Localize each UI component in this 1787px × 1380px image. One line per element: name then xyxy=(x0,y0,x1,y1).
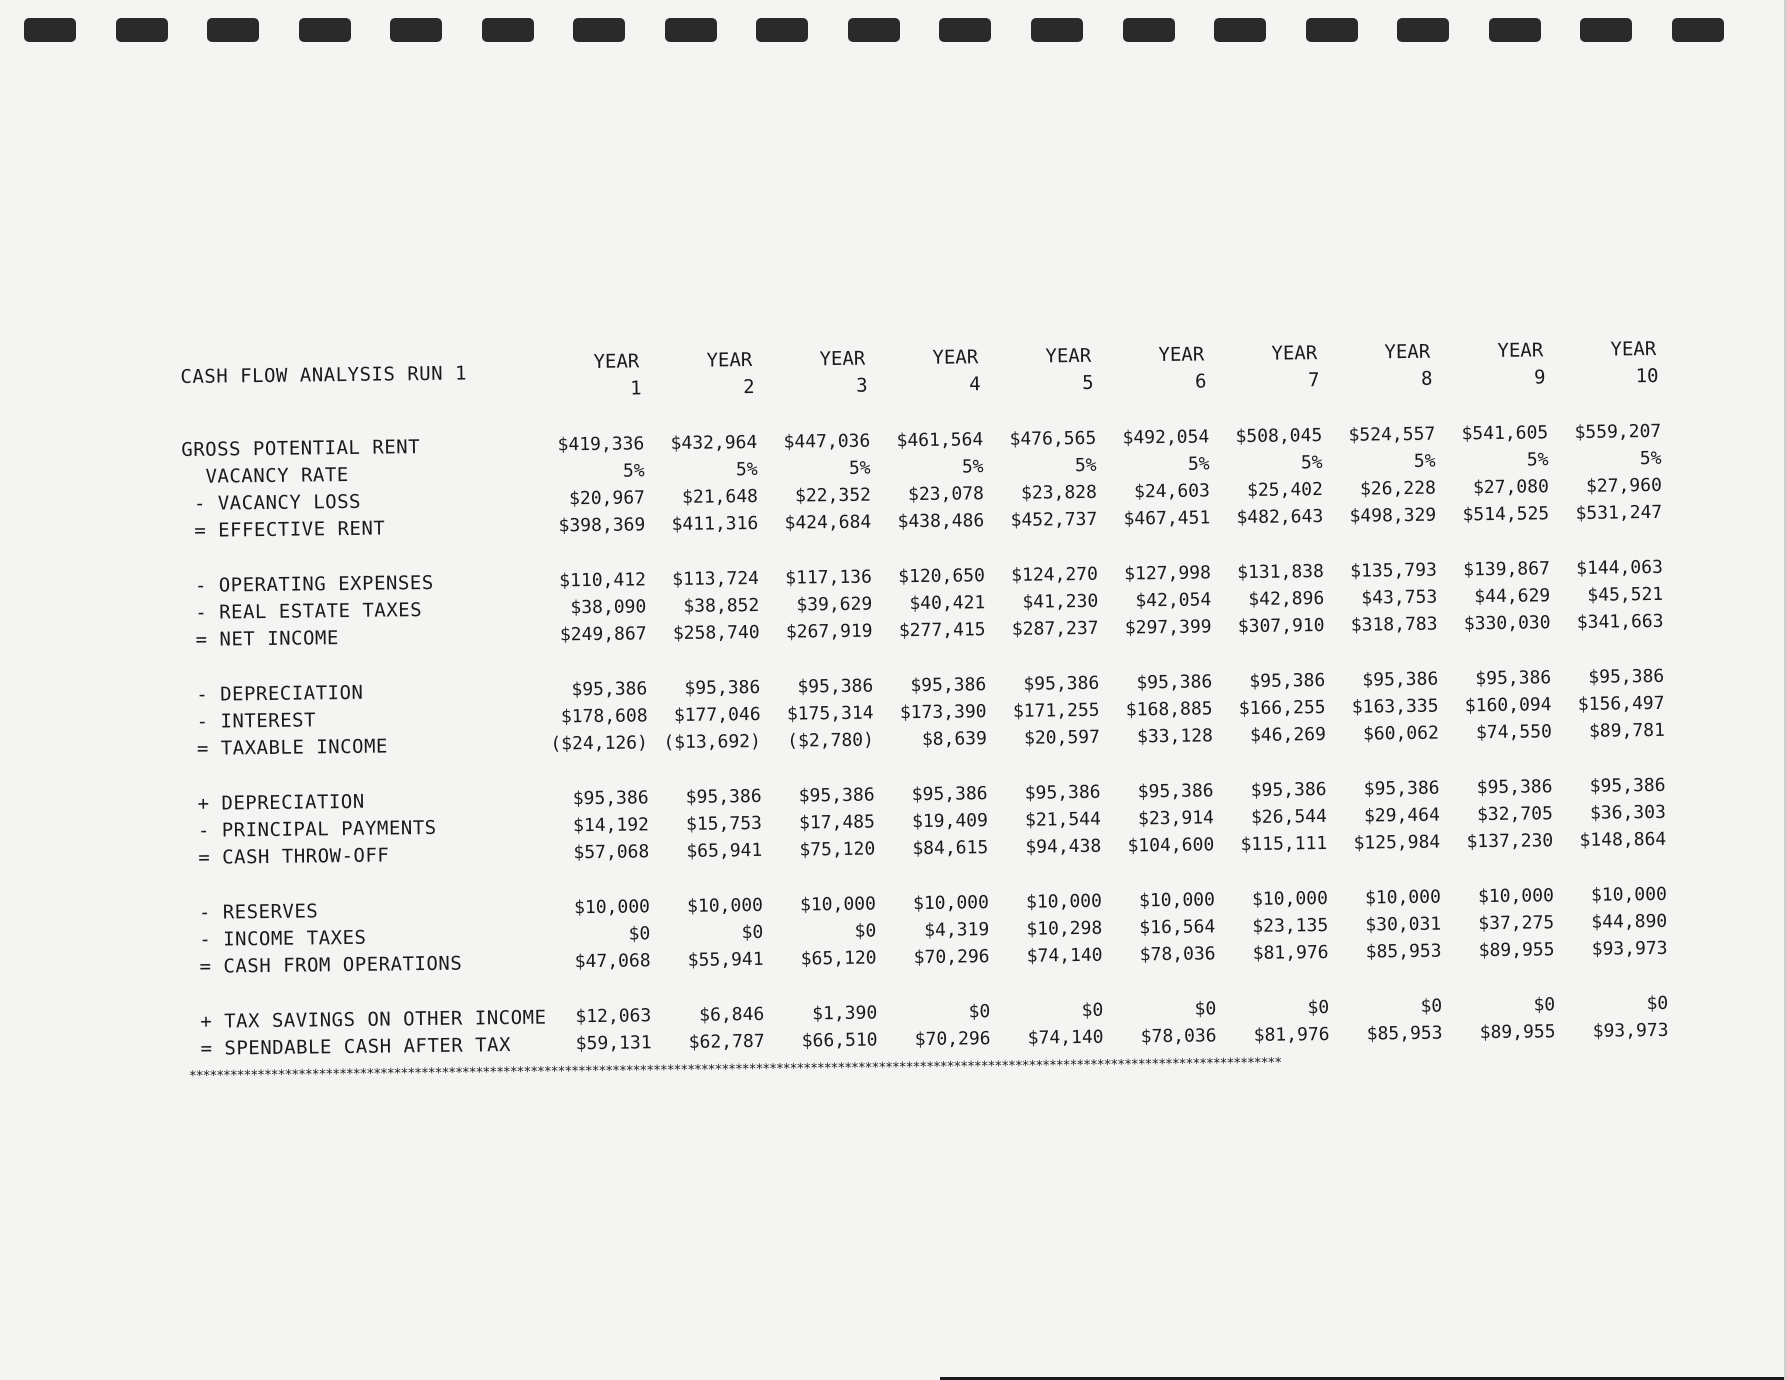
value-cell: $297,399 xyxy=(1124,616,1212,639)
value-cell: $95,386 xyxy=(572,787,649,810)
feed-hole xyxy=(1031,18,1083,42)
value-cell: $398,369 xyxy=(558,514,646,537)
value-cell: $482,643 xyxy=(1236,506,1324,529)
value-cell: $104,600 xyxy=(1127,834,1215,857)
value-cell: $22,352 xyxy=(794,484,872,507)
row-label: - VACANCY LOSS xyxy=(181,490,362,515)
value-cell: $10,298 xyxy=(1026,917,1103,940)
value-cell: $0 xyxy=(1307,997,1330,1019)
value-cell: $508,045 xyxy=(1235,425,1323,448)
feed-hole xyxy=(1672,18,1724,42)
value-cell: $113,724 xyxy=(672,567,760,591)
row-label: - REAL ESTATE TAXES xyxy=(183,598,423,624)
year-word: YEAR xyxy=(932,346,979,369)
value-cell: $85,953 xyxy=(1366,1022,1443,1045)
value-cell: $492,054 xyxy=(1122,426,1210,449)
value-cell: $0 xyxy=(1533,994,1556,1016)
value-cell: 5% xyxy=(1074,454,1097,477)
year-header xyxy=(643,347,757,402)
feed-hole xyxy=(1123,18,1175,42)
value-cell: $95,386 xyxy=(1362,668,1439,691)
table-body xyxy=(181,418,1669,1062)
row-group xyxy=(181,418,1662,544)
year-word: YEAR xyxy=(1384,340,1431,364)
year-header xyxy=(1208,340,1322,395)
value-cell: $26,228 xyxy=(1359,477,1437,500)
value-cell: $419,336 xyxy=(557,433,645,456)
value-cell: $0 xyxy=(1194,998,1217,1020)
year-number: 3 xyxy=(855,374,868,397)
value-cell: $177,046 xyxy=(673,703,761,726)
year-number: 4 xyxy=(968,373,981,396)
header-row xyxy=(180,324,1661,408)
value-cell: $0 xyxy=(1081,999,1104,1022)
value-cell: $95,386 xyxy=(1023,672,1100,695)
value-cell: $46,269 xyxy=(1249,724,1327,746)
value-cell: $20,597 xyxy=(1023,726,1101,749)
year-header xyxy=(530,348,644,403)
value-cell: $10,000 xyxy=(1590,883,1667,906)
value-cell: $137,230 xyxy=(1466,830,1554,853)
value-cell: $95,386 xyxy=(1137,780,1214,803)
value-cell: $330,030 xyxy=(1463,612,1551,635)
feed-hole xyxy=(390,18,442,42)
feed-hole xyxy=(299,18,351,42)
value-cell: $171,255 xyxy=(1012,699,1100,722)
value-cell: $249,867 xyxy=(559,623,647,646)
value-cell: $8,639 xyxy=(921,728,988,750)
row-label: = CASH FROM OPERATIONS xyxy=(187,952,463,978)
row-group xyxy=(183,554,1664,653)
value-cell: $144,063 xyxy=(1576,556,1663,579)
value-cell: $156,497 xyxy=(1577,692,1665,715)
year-word: YEAR xyxy=(1497,339,1544,362)
value-cell: $178,608 xyxy=(560,705,648,728)
value-cell: $10,000 xyxy=(1251,888,1329,910)
feed-hole xyxy=(1489,18,1541,42)
value-cell: $26,544 xyxy=(1250,806,1328,828)
value-cell: $15,753 xyxy=(685,812,763,835)
cash-flow-table xyxy=(180,324,1669,1084)
value-cell: $16,564 xyxy=(1139,916,1216,939)
value-cell: $173,390 xyxy=(899,701,987,724)
value-cell: $23,828 xyxy=(1020,481,1098,504)
value-cell: $43,753 xyxy=(1361,586,1438,609)
value-cell: $258,740 xyxy=(672,621,760,644)
value-cell: $23,914 xyxy=(1137,807,1215,830)
value-cell: $21,648 xyxy=(681,485,759,508)
value-cell: 5% xyxy=(848,457,871,479)
value-cell: $40,421 xyxy=(909,592,986,615)
value-cell: $341,663 xyxy=(1576,610,1664,633)
year-word: YEAR xyxy=(1610,337,1657,361)
year-header xyxy=(982,343,1096,398)
feed-hole xyxy=(1306,18,1358,42)
asterisk-rule: **************************************************************************************************************************************************************** xyxy=(188,1055,1282,1084)
year-word: YEAR xyxy=(1045,344,1092,368)
year-header xyxy=(1095,341,1209,396)
value-cell: $74,550 xyxy=(1475,721,1552,744)
value-cell: 5% xyxy=(622,460,645,482)
feed-hole xyxy=(1397,18,1449,42)
feed-hole xyxy=(482,18,534,42)
value-cell: $12,063 xyxy=(575,1005,652,1028)
value-cell: $531,247 xyxy=(1575,501,1663,524)
value-cell: $45,521 xyxy=(1587,583,1664,606)
row-label: - OPERATING EXPENSES xyxy=(182,571,434,597)
value-cell: $0 xyxy=(1646,992,1669,1015)
value-cell: $60,062 xyxy=(1362,722,1440,745)
value-cell: $168,885 xyxy=(1125,698,1213,721)
value-cell: $95,386 xyxy=(911,783,988,806)
value-cell: $41,230 xyxy=(1022,590,1099,613)
row-label: + DEPRECIATION xyxy=(185,790,365,815)
row-label: - INCOME TAXES xyxy=(187,926,367,951)
value-cell: $10,000 xyxy=(1025,890,1103,913)
value-cell: $37,275 xyxy=(1478,912,1555,935)
row-group xyxy=(187,881,1668,980)
value-cell: $29,464 xyxy=(1363,804,1441,827)
year-number: 10 xyxy=(1635,364,1659,388)
year-number: 2 xyxy=(743,375,755,399)
value-cell: $95,386 xyxy=(1589,774,1666,797)
value-cell: $95,386 xyxy=(1136,671,1213,694)
year-word: YEAR xyxy=(1271,342,1318,365)
value-cell: $85,953 xyxy=(1365,940,1442,963)
value-cell: $541,605 xyxy=(1461,422,1549,445)
value-cell: ($13,692) xyxy=(663,730,762,754)
value-cell: $125,984 xyxy=(1353,831,1441,854)
value-cell: $59,131 xyxy=(575,1032,652,1055)
year-number: 5 xyxy=(1081,371,1094,394)
value-cell: $95,386 xyxy=(797,675,874,698)
value-cell: $19,409 xyxy=(911,810,989,833)
feed-hole xyxy=(1580,18,1632,42)
value-cell: $6,846 xyxy=(699,1003,765,1026)
value-cell: 5% xyxy=(1526,449,1549,471)
row-label: - INTEREST xyxy=(184,708,317,733)
row-label: = EFFECTIVE RENT xyxy=(182,517,386,542)
value-cell: $175,314 xyxy=(786,702,874,725)
value-cell: $148,864 xyxy=(1579,828,1667,851)
value-cell: $476,565 xyxy=(1009,427,1097,450)
value-cell: $131,838 xyxy=(1237,561,1325,584)
feed-hole xyxy=(665,18,717,42)
feed-hole xyxy=(573,18,625,42)
year-word: YEAR xyxy=(1158,343,1205,367)
value-cell: $10,000 xyxy=(912,892,990,915)
value-cell: 5% xyxy=(1300,452,1323,474)
value-cell: $277,415 xyxy=(898,619,986,642)
value-cell: $166,255 xyxy=(1238,697,1326,720)
value-cell: $461,564 xyxy=(896,429,984,452)
value-cell: $115,111 xyxy=(1240,833,1328,856)
value-cell: $524,557 xyxy=(1348,423,1436,446)
value-cell: $287,237 xyxy=(1011,617,1099,640)
value-cell: $27,080 xyxy=(1472,476,1549,499)
value-cell: $27,960 xyxy=(1585,474,1662,497)
value-cell: $307,910 xyxy=(1237,615,1325,638)
feed-hole xyxy=(116,18,168,42)
value-cell: $514,525 xyxy=(1462,503,1550,526)
value-cell: $78,036 xyxy=(1140,1025,1217,1048)
value-cell: $0 xyxy=(1420,995,1443,1017)
feed-hole xyxy=(24,18,76,42)
value-cell: $10,000 xyxy=(1477,885,1554,908)
value-cell: ($2,780) xyxy=(787,729,875,752)
value-cell: 5% xyxy=(1413,450,1436,472)
value-cell: $10,000 xyxy=(686,894,764,917)
value-cell: ($24,126) xyxy=(550,732,649,755)
value-cell: $432,964 xyxy=(670,431,758,455)
value-cell: $55,941 xyxy=(687,948,764,971)
row-label: = TAXABLE INCOME xyxy=(184,734,389,760)
year-number: 9 xyxy=(1533,366,1546,389)
value-cell: $57,068 xyxy=(573,841,650,864)
value-cell: $163,335 xyxy=(1351,695,1439,718)
value-cell: 5% xyxy=(1639,447,1662,470)
value-cell: $559,207 xyxy=(1574,420,1662,443)
row-label: = NET INCOME xyxy=(183,626,339,651)
row-label: = CASH THROW-OFF xyxy=(186,843,390,869)
value-cell: $14,192 xyxy=(572,814,650,837)
value-cell: $95,386 xyxy=(1363,777,1440,800)
value-cell: $65,120 xyxy=(800,947,877,970)
value-cell: $78,036 xyxy=(1139,943,1216,966)
feed-hole xyxy=(848,18,900,42)
value-cell: $452,737 xyxy=(1010,508,1098,531)
value-cell: $0 xyxy=(741,921,764,944)
value-cell: $120,650 xyxy=(898,565,986,588)
value-cell: $81,976 xyxy=(1253,1024,1330,1046)
value-cell: $411,316 xyxy=(671,512,759,536)
value-cell: $33,128 xyxy=(1136,725,1214,748)
row-label: - PRINCIPAL PAYMENTS xyxy=(185,816,437,842)
value-cell: $94,438 xyxy=(1025,835,1102,858)
year-header xyxy=(1547,336,1661,391)
row-label: - RESERVES xyxy=(186,899,319,924)
value-cell: 5% xyxy=(735,458,758,481)
value-cell: $95,386 xyxy=(1249,670,1326,692)
value-cell: 5% xyxy=(961,456,984,478)
row-label: VACANCY RATE xyxy=(181,463,349,488)
value-cell: $36,303 xyxy=(1589,801,1666,824)
value-cell: $135,793 xyxy=(1350,559,1438,582)
value-cell: $95,386 xyxy=(1476,776,1553,799)
value-cell: $127,998 xyxy=(1124,562,1212,585)
value-cell: $10,000 xyxy=(573,896,651,919)
year-word: YEAR xyxy=(593,350,640,373)
value-cell: $10,000 xyxy=(799,893,877,916)
value-cell: $62,787 xyxy=(688,1030,765,1053)
value-cell: $1,390 xyxy=(812,1002,878,1025)
value-cell: $23,078 xyxy=(907,483,985,506)
feed-hole xyxy=(939,18,991,42)
year-header xyxy=(756,346,870,401)
year-number: 1 xyxy=(630,377,642,400)
value-cell: $38,090 xyxy=(570,596,647,619)
value-cell: $447,036 xyxy=(783,430,871,453)
value-cell: $424,684 xyxy=(784,511,872,534)
value-cell: $95,386 xyxy=(910,674,987,697)
value-cell: $139,867 xyxy=(1463,558,1551,581)
value-cell: $95,386 xyxy=(1475,667,1552,690)
value-cell: $93,973 xyxy=(1591,937,1668,960)
year-number: 8 xyxy=(1420,367,1433,390)
year-word: YEAR xyxy=(819,347,866,371)
value-cell: $110,412 xyxy=(559,569,647,592)
value-cell: $74,140 xyxy=(1027,1026,1104,1049)
value-cell: $75,120 xyxy=(799,838,876,861)
year-header xyxy=(1434,337,1548,392)
value-cell: $95,386 xyxy=(798,784,875,807)
value-cell: $89,955 xyxy=(1479,1021,1556,1044)
value-cell: $39,629 xyxy=(796,593,873,616)
feed-hole xyxy=(1214,18,1266,42)
value-cell: 5% xyxy=(1187,453,1210,475)
value-cell: $93,973 xyxy=(1592,1019,1669,1042)
value-cell: $117,136 xyxy=(785,566,873,589)
value-cell: $438,486 xyxy=(897,510,985,533)
year-number: 6 xyxy=(1194,370,1207,393)
value-cell: $95,386 xyxy=(1024,781,1101,804)
value-cell: $267,919 xyxy=(785,620,873,643)
value-cell: $498,329 xyxy=(1349,504,1437,527)
value-cell: $95,386 xyxy=(684,676,761,699)
value-cell: $21,544 xyxy=(1024,808,1102,831)
row-label: - DEPRECIATION xyxy=(184,681,364,706)
value-cell: $25,402 xyxy=(1246,479,1324,501)
row-label: GROSS POTENTIAL RENT xyxy=(181,435,421,461)
value-cell: $89,955 xyxy=(1478,939,1555,962)
year-header xyxy=(869,344,983,399)
year-word: YEAR xyxy=(706,349,753,372)
row-label: = SPENDABLE CASH AFTER TAX xyxy=(188,1033,512,1060)
value-cell: $65,941 xyxy=(686,839,763,862)
tractor-feed-holes xyxy=(24,18,1724,46)
value-cell: $32,705 xyxy=(1476,803,1553,826)
value-cell: $70,296 xyxy=(914,1028,991,1051)
value-cell: $95,386 xyxy=(1250,779,1327,801)
value-cell: $17,485 xyxy=(798,811,876,834)
value-cell: $30,031 xyxy=(1365,913,1442,936)
value-cell: $95,386 xyxy=(571,678,648,701)
value-cell: $95,386 xyxy=(1588,665,1665,688)
feed-hole xyxy=(207,18,259,42)
value-cell: $24,603 xyxy=(1133,480,1211,503)
value-cell: $10,000 xyxy=(1138,889,1216,912)
row-group xyxy=(185,772,1666,871)
value-cell: $44,629 xyxy=(1474,585,1551,608)
value-cell: $44,890 xyxy=(1591,910,1668,933)
value-cell: $74,140 xyxy=(1026,944,1103,967)
value-cell: $160,094 xyxy=(1464,694,1552,717)
year-headers xyxy=(530,336,1661,404)
value-cell: $467,451 xyxy=(1123,507,1211,530)
value-cell: $0 xyxy=(628,923,651,945)
value-cell: $89,781 xyxy=(1588,719,1665,742)
value-cell: $23,135 xyxy=(1252,915,1329,937)
value-cell: $0 xyxy=(854,920,877,942)
value-cell: $66,510 xyxy=(801,1029,878,1052)
value-cell: $95,386 xyxy=(685,785,762,808)
value-cell: $81,976 xyxy=(1252,942,1329,964)
value-cell: $4,319 xyxy=(924,919,990,941)
value-cell: $318,783 xyxy=(1350,613,1438,636)
value-cell: $10,000 xyxy=(1364,886,1442,909)
row-label: + TAX SAVINGS ON OTHER INCOME xyxy=(188,1006,547,1033)
value-cell: $20,967 xyxy=(568,487,646,510)
report-title: CASH FLOW ANALYSIS RUN 1 xyxy=(180,362,468,388)
feed-hole xyxy=(756,18,808,42)
year-number: 7 xyxy=(1307,369,1320,392)
value-cell: $0 xyxy=(968,1001,991,1023)
value-cell: $42,054 xyxy=(1135,589,1212,612)
value-cell: $42,896 xyxy=(1248,588,1325,610)
row-group xyxy=(184,663,1665,762)
value-cell: $70,296 xyxy=(913,946,990,969)
value-cell: $124,270 xyxy=(1011,563,1099,586)
value-cell: $47,068 xyxy=(574,950,651,973)
value-cell: $38,852 xyxy=(683,594,760,617)
year-header xyxy=(1321,339,1435,394)
value-cell: $84,615 xyxy=(912,837,989,860)
row-group xyxy=(188,990,1669,1062)
